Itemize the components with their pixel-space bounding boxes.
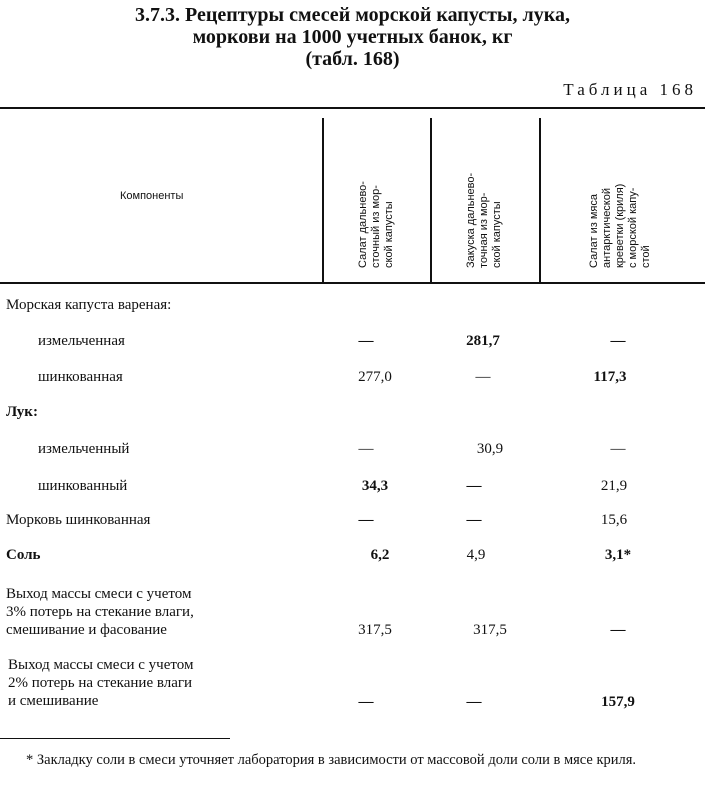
value-col-2: —: [466, 478, 482, 494]
header-bottom-rule: [0, 282, 705, 284]
row-label: измельченный: [38, 441, 130, 457]
value-col-2: —: [475, 369, 491, 385]
row-label: измельченная: [38, 333, 125, 349]
value-col-2: —: [466, 694, 482, 710]
table-top-rule: [0, 107, 705, 109]
row-label: шинкованный: [38, 478, 128, 494]
value-col-3: 157,9: [601, 694, 635, 710]
row-label: Выход массы смеси с учетом 2% потерь на стекание влаги и смешивание: [8, 657, 194, 709]
header-divider-3: [539, 118, 541, 282]
value-col-2: 281,7: [466, 333, 500, 349]
column-header-krill-salad: Салат из мяса антарктической креветки (криля) с морской капу- стой: [587, 183, 652, 268]
value-col-2: 317,5: [473, 622, 507, 638]
row-label: Морковь шинкованная: [6, 512, 151, 528]
table-label: Таблица 168: [563, 80, 697, 99]
footnote: * Закладку соли в смеси уточняет лаборатория в зависимости от массовой доли соли в мясе криля.: [26, 752, 637, 768]
components-header: Компоненты: [120, 190, 184, 202]
header-divider-2: [430, 118, 432, 282]
column-header-snack-seaweed: Закуска дальнево- точная из мор- ской капусты: [464, 172, 503, 268]
row-label: шинкованная: [38, 369, 123, 385]
value-col-3: 3,1*: [604, 547, 632, 563]
row-label: Выход массы смеси с учетом 3% потерь на стекание влаги, смешивание и фасование: [6, 586, 194, 638]
title-line-3: (табл. 168): [305, 48, 400, 70]
value-col-3: —: [610, 441, 626, 457]
header-divider-1: [322, 118, 324, 282]
footnote-rule: [0, 738, 230, 739]
value-col-3: 117,3: [593, 369, 627, 385]
value-col-2: —: [466, 512, 482, 528]
value-col-1: —: [358, 333, 374, 349]
column-header-salad-seaweed: Салат дальнево- сточный из мор- ской капусты: [356, 181, 395, 268]
group-label-onion: Лук:: [6, 404, 38, 420]
value-col-2: 30,9: [476, 441, 504, 457]
section-title: [0, 4, 705, 70]
value-col-1: 6,2: [370, 547, 390, 563]
value-col-1: 34,3: [361, 478, 389, 494]
title-line-1: 3.7.3. Рецептуры смесей морской капусты, лука,: [135, 4, 570, 26]
value-col-3: —: [610, 622, 626, 638]
value-col-2: 4,9: [466, 547, 486, 563]
value-col-1: —: [358, 694, 374, 710]
row-label: Соль: [6, 547, 41, 563]
value-col-3: 15,6: [600, 512, 628, 528]
value-col-3: —: [610, 333, 626, 349]
value-col-3: 21,9: [600, 478, 628, 494]
group-label-seaweed: Морская капуста вареная:: [6, 297, 172, 313]
value-col-1: —: [358, 441, 374, 457]
value-col-1: —: [358, 512, 374, 528]
value-col-1: 317,5: [358, 622, 392, 638]
title-line-2: моркови на 1000 учетных банок, кг: [192, 26, 513, 48]
value-col-1: 277,0: [358, 369, 392, 385]
